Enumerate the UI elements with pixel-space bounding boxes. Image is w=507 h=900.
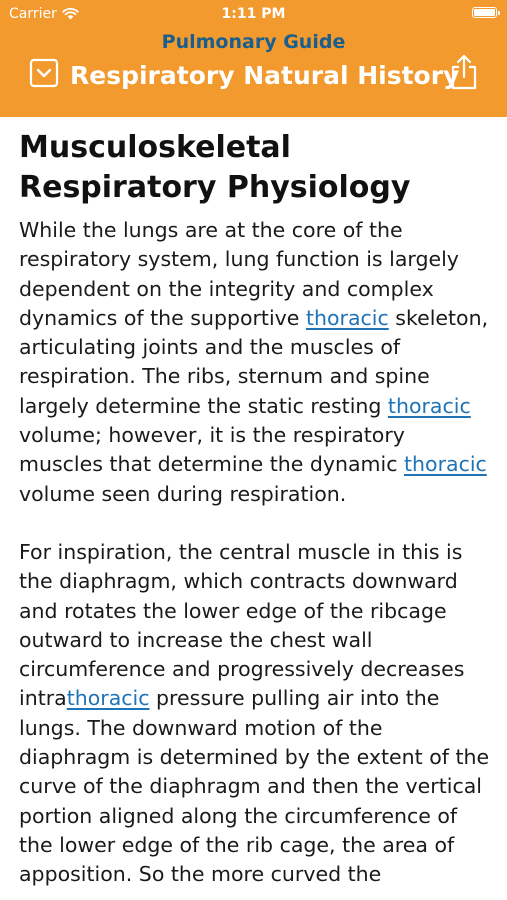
paragraph-2-line: outward to increase the chest wall (19, 627, 373, 652)
paragraph-2-line: circumference and progressively decreases (19, 657, 465, 682)
paragraph-1-line: volume; however, it is the respiratory (19, 423, 405, 448)
paragraph-1-line: articulating joints and the muscles of (19, 335, 401, 360)
share-button[interactable] (448, 53, 480, 91)
thoracic-link[interactable]: thoracic (387, 393, 471, 418)
paragraph-1-line: respiratory system, lung function is largely (19, 247, 459, 272)
paragraph-2-line: the diaphragm, which contracts downward (19, 569, 458, 594)
paragraph-2-line: intra (19, 686, 67, 711)
battery-icon (472, 7, 497, 18)
carrier-label: Carrier (9, 6, 57, 22)
paragraph-1-line: volume seen during respiration. (19, 481, 347, 506)
article-title-line-1: Musculoskeletal (19, 130, 291, 165)
paragraph-2 (19, 538, 491, 890)
paragraph-1-line: skeleton, (388, 305, 489, 330)
status-time: 1:11 PM (221, 6, 286, 22)
nav-title: Respiratory Natural History (70, 61, 460, 90)
paragraph-1-line: While the lungs are at the core of the (19, 218, 403, 242)
paragraph-2-line: portion aligned along the circumference of (19, 803, 458, 828)
paragraph-1-line: dynamics of the supportive (19, 305, 306, 330)
paragraph-1-line: respiration. The ribs, sternum and spine (19, 364, 430, 389)
share-icon (448, 53, 480, 91)
paragraph-2-line: the lower edge of the rib cage, the area of (19, 832, 455, 857)
paragraph-2-line: and rotates the lower edge of the ribcage (19, 598, 447, 623)
nav-header (0, 0, 507, 117)
article-title (19, 128, 491, 208)
thoracic-link[interactable]: thoracic (305, 305, 389, 330)
paragraph-2-line: For inspiration, the central muscle in this is (19, 539, 463, 564)
paragraph-1 (19, 216, 491, 509)
thoracic-link[interactable]: thoracic (66, 686, 150, 711)
thoracic-link[interactable]: thoracic (404, 452, 487, 477)
collapse-box-icon (28, 57, 60, 89)
paragraph-2-line: pressure pulling air into the (149, 686, 440, 711)
paragraph-1-line: largely determine the static resting (19, 393, 388, 418)
article-title-line-2: Respiratory Physiology (19, 170, 411, 205)
collapse-button[interactable] (28, 57, 60, 89)
status-bar (0, 0, 507, 28)
paragraph-2-line: curve of the diaphragm and then the vertical (19, 774, 482, 799)
paragraph-1-line: muscles that determine the dynamic (19, 452, 405, 477)
paragraph-1-line: dependent on the integrity and complex (19, 276, 434, 301)
paragraph-2-line: diaphragm is determined by the extent of the (19, 745, 490, 770)
paragraph-2-line: apposition. So the more curved the (19, 862, 382, 887)
article-content (19, 128, 491, 890)
paragraph-2-line: lungs. The downward motion of the (19, 715, 383, 740)
nav-subtitle: Pulmonary Guide (161, 31, 346, 53)
